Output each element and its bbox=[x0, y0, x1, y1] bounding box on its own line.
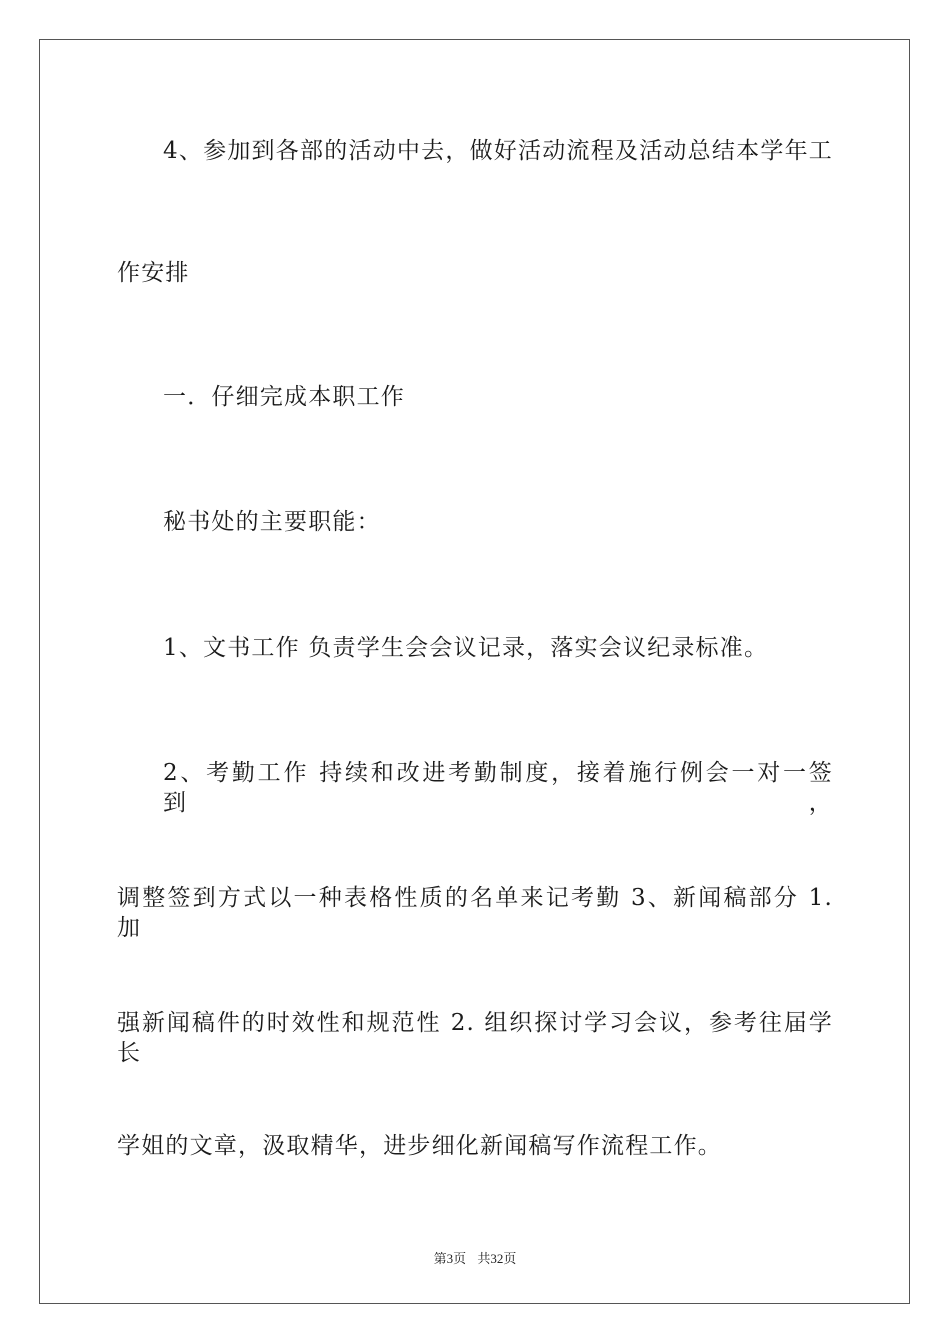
page-number: 第3页 bbox=[433, 1251, 467, 1266]
total-pages: 共32页 bbox=[477, 1251, 517, 1266]
paragraph-line: 秘书处的主要职能： bbox=[163, 509, 381, 535]
paragraph-line: 作安排 bbox=[117, 260, 190, 286]
section-heading: 一．仔细完成本职工作 bbox=[163, 384, 405, 410]
paragraph-line: 强新闻稿件的时效性和规范性 2. 组织探讨学习会议，参考往届学长 bbox=[117, 1010, 833, 1066]
paragraph-line: 4、参加到各部的活动中去，做好活动流程及活动总结本学年工 bbox=[163, 138, 833, 164]
page-border bbox=[39, 39, 910, 1304]
paragraph-line: 1、文书工作 负责学生会会议记录，落实会议纪录标准。 bbox=[163, 635, 769, 661]
page-footer bbox=[0, 1248, 950, 1267]
paragraph-line: 2、考勤工作 持续和改进考勤制度，接着施行例会一对一签到， bbox=[163, 760, 833, 816]
paragraph-line: 学姐的文章，汲取精华，进步细化新闻稿写作流程工作。 bbox=[117, 1133, 722, 1159]
paragraph-line: 调整签到方式以一种表格性质的名单来记考勤 3、新闻稿部分 1. 加 bbox=[117, 885, 833, 941]
